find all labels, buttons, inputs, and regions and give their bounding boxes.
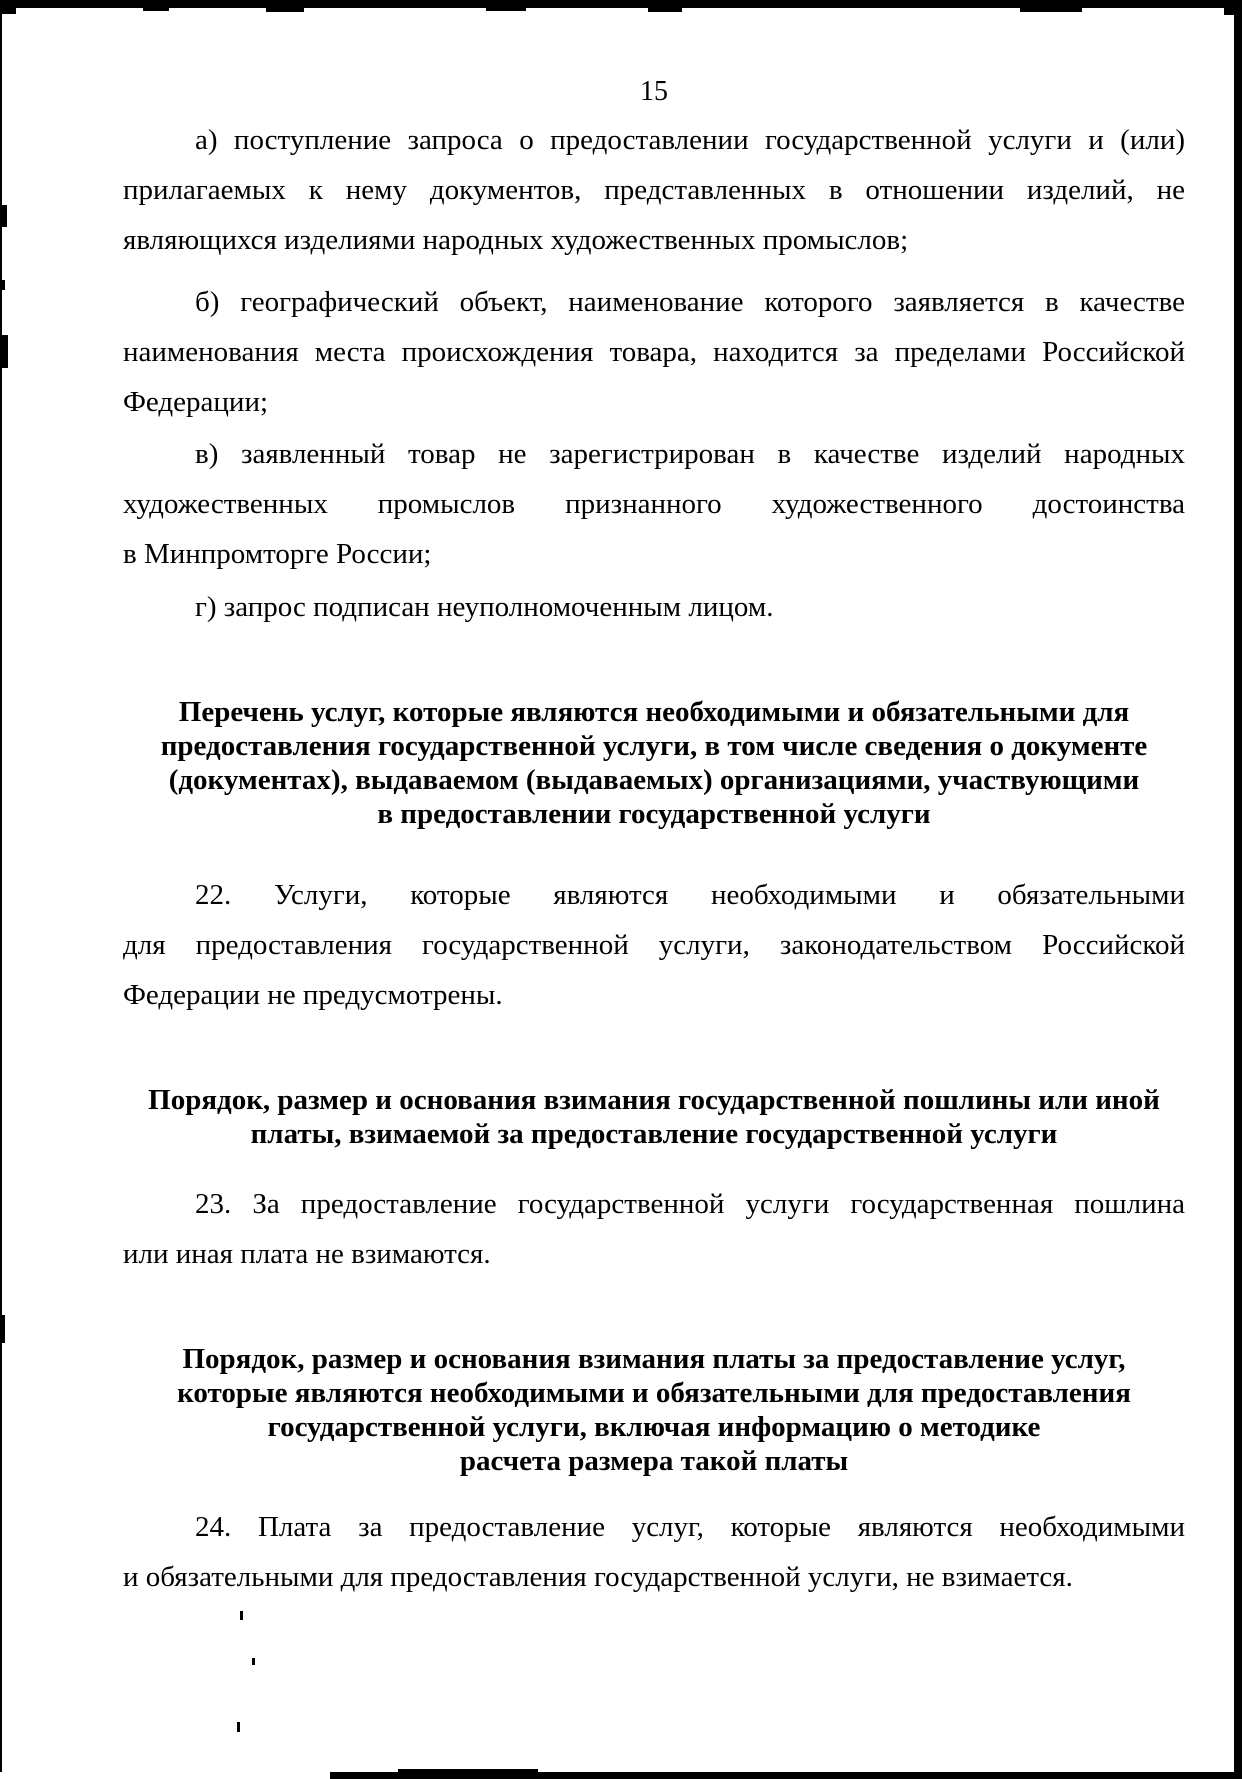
scan-artifact-left-tick: [0, 280, 5, 290]
scan-artifact-bottom-bar-lead: [398, 1769, 538, 1772]
scan-artifact-jag: [486, 8, 526, 11]
heading-duty: [123, 1083, 1185, 1151]
scan-artifact-jag: [0, 8, 16, 14]
scan-artifact-left-line: [0, 0, 2, 1772]
paragraph-23: [123, 1179, 1185, 1279]
paragraph-v: [123, 429, 1185, 579]
text-line: в Минпромторге России;: [123, 538, 432, 570]
heading-line: Перечень услуг, которые являются необходимыми и обязательными для: [178, 696, 1130, 728]
text-line: Федерации;: [123, 386, 269, 418]
scan-artifact-top-bar: [0, 0, 1242, 8]
heading-services: [123, 695, 1185, 831]
text-line: художественных промыслов признанного художественного достоинства: [123, 488, 1185, 520]
scan-artifact-right-bar: [1234, 0, 1242, 1779]
scan-artifact-jag: [1020, 8, 1082, 12]
text-line: наименования места происхождения товара, находится за пределами Российской: [123, 336, 1185, 368]
text-line: в) заявленный товар не зарегистрирован в качестве изделий народных: [195, 438, 1185, 470]
text-line: а) поступление запроса о предоставлении государственной услуги и (или): [195, 124, 1185, 156]
heading-payment: [123, 1342, 1185, 1478]
scan-artifact-left-tick: [0, 335, 8, 368]
heading-line: платы, взимаемой за предоставление государственной услуги: [250, 1118, 1058, 1150]
scan-artifact-jag: [266, 8, 304, 12]
text-line: 22. Услуги, которые являются необходимыми и обязательными: [195, 879, 1185, 911]
text-line: 24. Плата за предоставление услуг, которые являются необходимыми: [195, 1511, 1185, 1543]
heading-line: Порядок, размер и основания взимания государственной пошлины или иной: [148, 1084, 1160, 1116]
text-line: 23. За предоставление государственной услуги государственная пошлина: [195, 1188, 1185, 1220]
heading-line: (документах), выдаваемом (выдаваемых) организациями, участвующими: [168, 764, 1140, 796]
text-line: прилагаемых к нему документов, представленных в отношении изделий, не: [123, 174, 1185, 206]
paragraph-22: [123, 870, 1185, 1020]
heading-line: Порядок, размер и основания взимания платы за предоставление услуг,: [182, 1343, 1126, 1375]
text-line: г) запрос подписан неуполномоченным лицом.: [195, 591, 774, 623]
scan-artifact-speckle: [237, 1722, 240, 1732]
heading-line: в предоставлении государственной услуги: [377, 798, 931, 830]
page-number: 15: [640, 76, 668, 107]
scan-artifact-jag: [648, 8, 682, 12]
scan-artifact-left-tick: [0, 205, 7, 227]
heading-line: государственной услуги, включая информацию о методике: [267, 1411, 1041, 1443]
scan-artifact-bottom-bar: [330, 1772, 1242, 1779]
scan-artifact-left-tick: [0, 1315, 5, 1343]
paragraph-24: [123, 1502, 1185, 1602]
scan-artifact-jag: [143, 8, 169, 11]
paragraph-g: [123, 582, 1185, 632]
text-line: и обязательными для предоставления государственной услуги, не взимается.: [123, 1561, 1073, 1593]
scan-artifact-speckle: [240, 1611, 243, 1620]
text-line: б) географический объект, наименование которого заявляется в качестве: [195, 286, 1185, 318]
paragraph-a: [123, 115, 1185, 265]
scan-artifact-speckle: [252, 1658, 255, 1665]
heading-line: расчета размера такой платы: [459, 1445, 849, 1477]
text-line: для предоставления государственной услуги, законодательством Российской: [123, 929, 1185, 961]
heading-line: предоставления государственной услуги, в том числе сведения о документе: [160, 730, 1148, 762]
text-line: или иная плата не взимаются.: [123, 1238, 491, 1270]
heading-line: которые являются необходимыми и обязательными для предоставления: [177, 1377, 1131, 1409]
paragraph-b: [123, 277, 1185, 427]
text-line: являющихся изделиями народных художественных промыслов;: [123, 224, 909, 256]
text-line: Федерации не предусмотрены.: [123, 979, 503, 1011]
